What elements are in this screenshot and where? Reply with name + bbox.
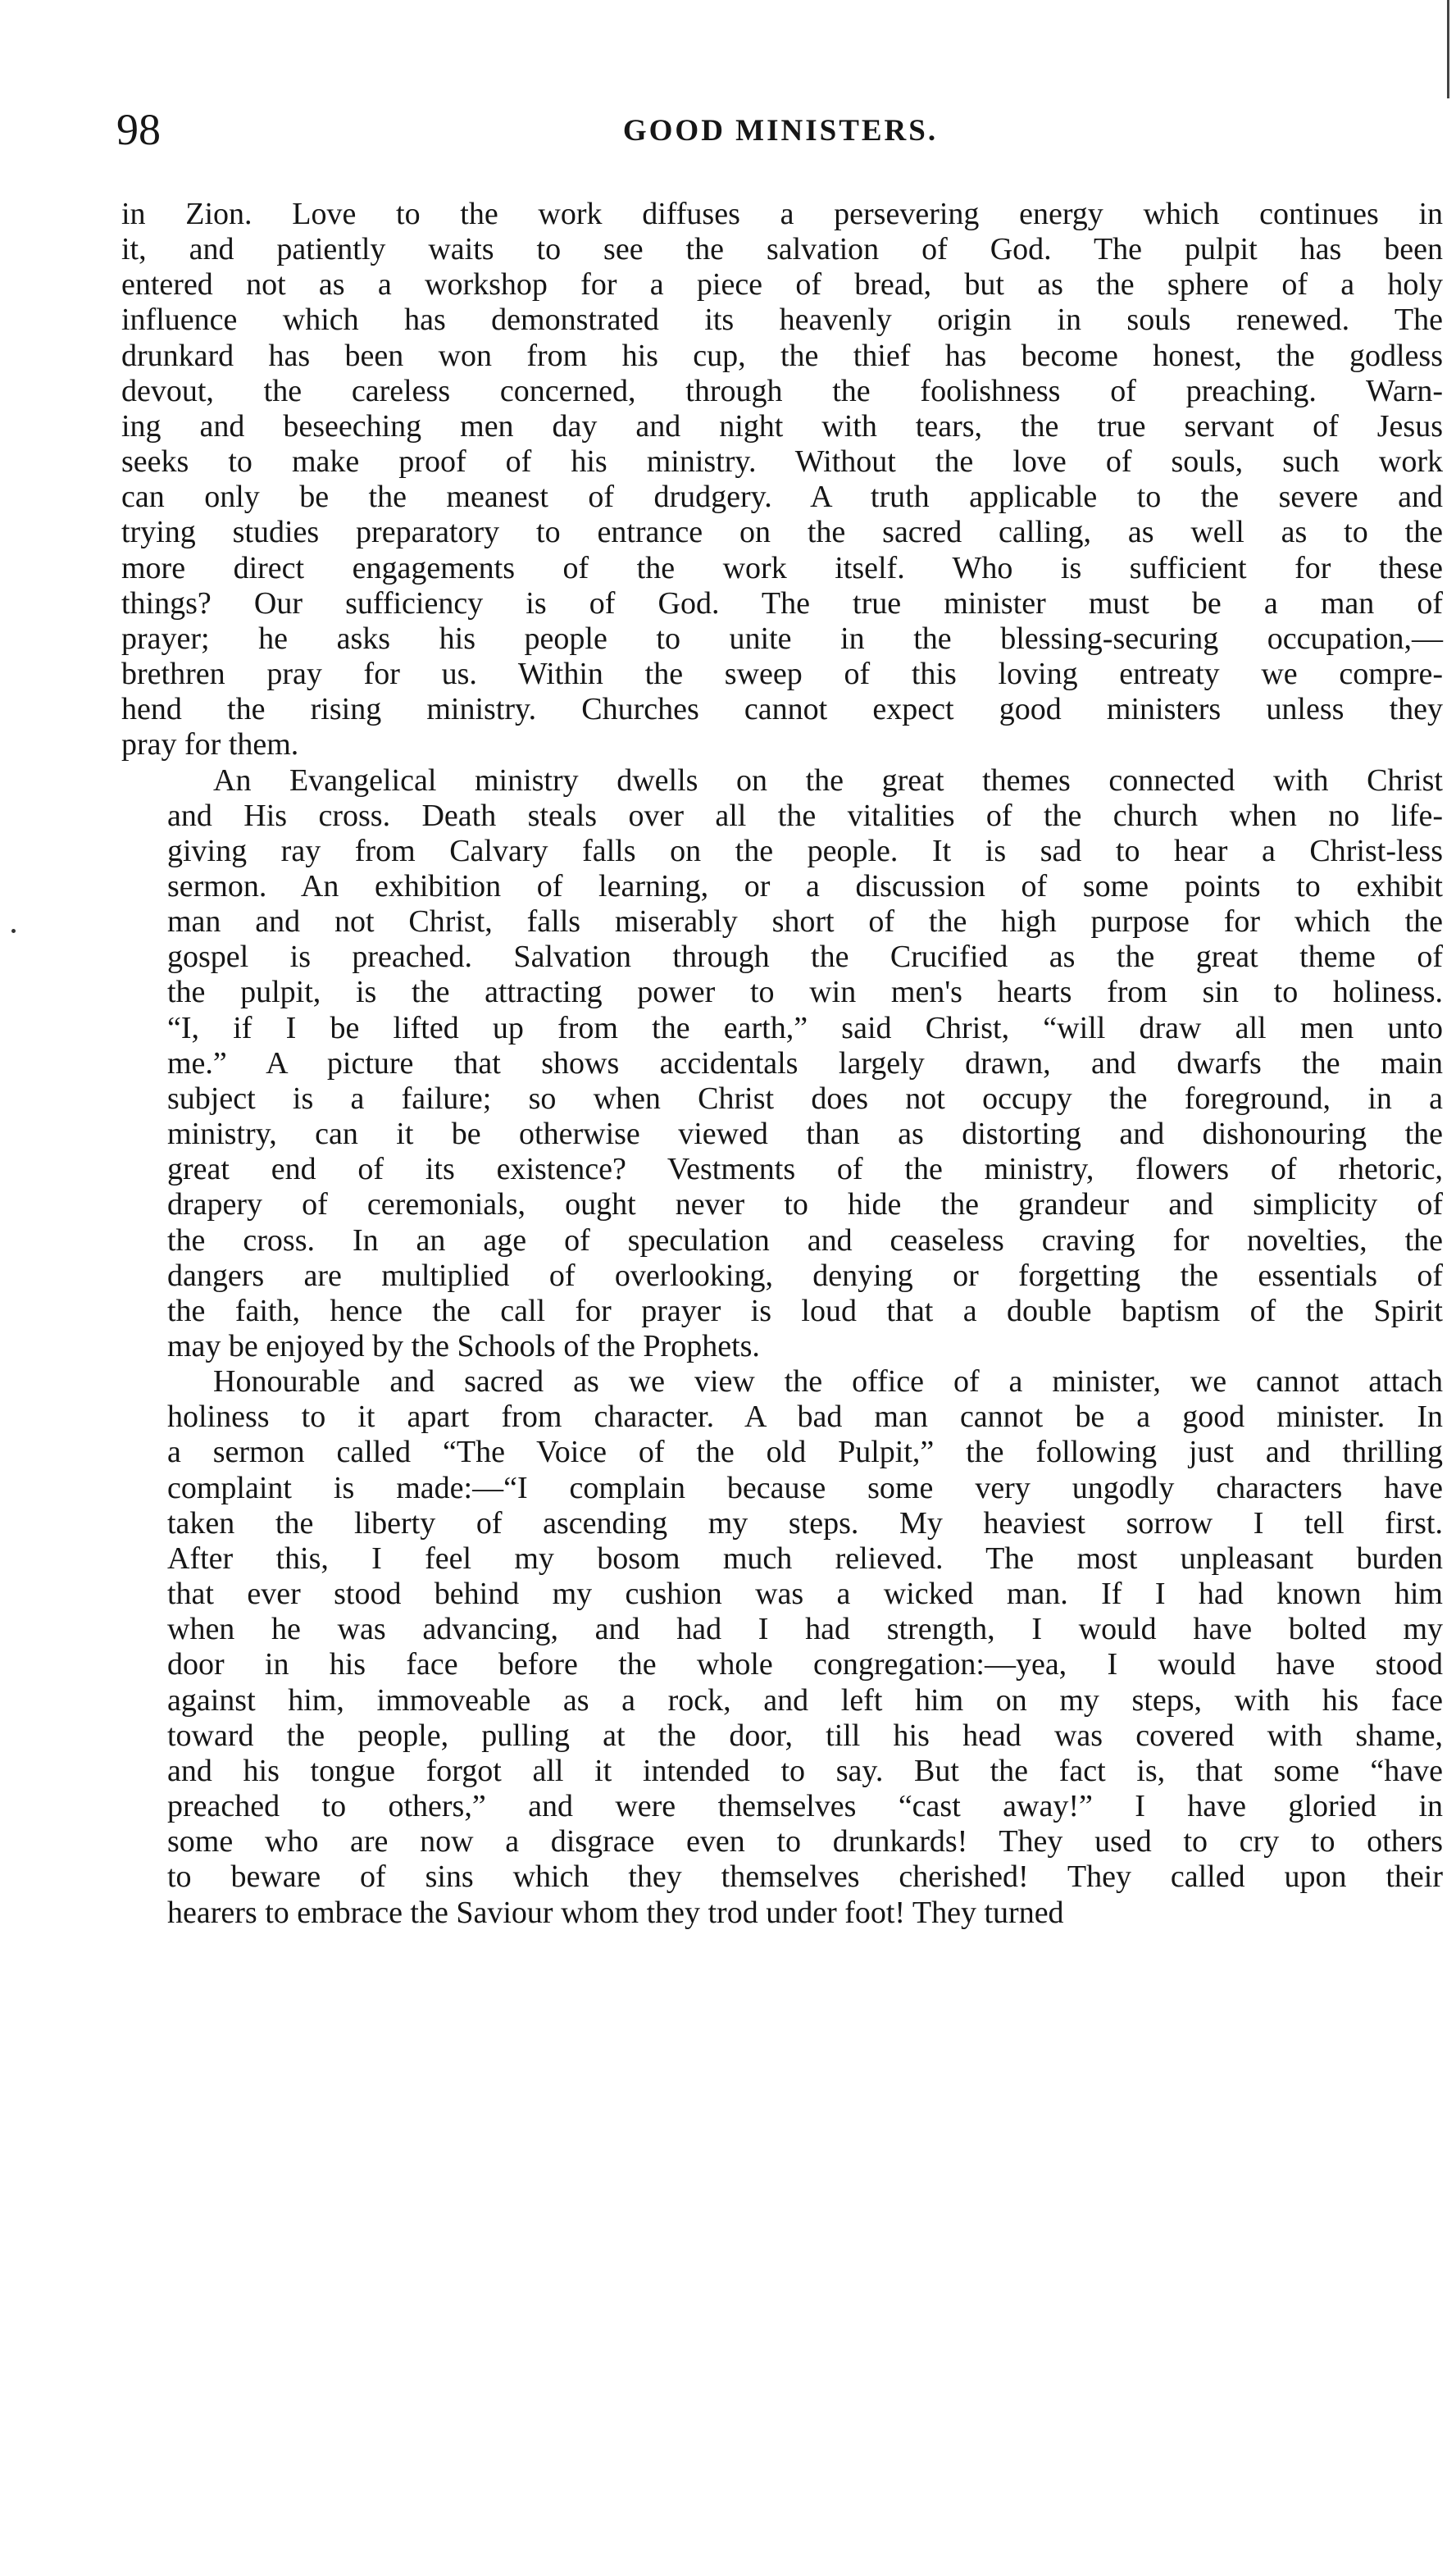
text-line: brethren pray for us. Within the sweep of this loving entreaty we compre-: [121, 657, 1443, 692]
text-line: that ever stood behind my cushion was a wicked man. If I had known him: [167, 1577, 1443, 1612]
text-line: against him, immoveable as a rock, and left him on my steps, with his face: [167, 1682, 1443, 1718]
text-line: a sermon called “The Voice of the old Pulpit,” the following just and thrilling: [167, 1435, 1443, 1470]
text-line: man and not Christ, falls miserably short of the high purpose for which the: [167, 904, 1443, 940]
text-line: hearers to embrace the Saviour whom they trod under foot! They turned: [167, 1895, 1064, 1930]
text-line: more direct engagements of the work itself. Who is sufficient for these: [121, 550, 1443, 585]
text-line: Honourable and sacred as we view the office of a minister, we cannot attach: [213, 1364, 1443, 1400]
text-line: An Evangelical ministry dwells on the great themes connected with Christ: [213, 762, 1443, 798]
text-line: door in his face before the whole congregation:—yea, I would have stood: [167, 1647, 1443, 1682]
text-line: prayer; he asks his people to unite in the blessing-securing occupation,—: [121, 621, 1443, 656]
text-line: me.” A picture that shows accidentals largely drawn, and dwarfs the main: [167, 1045, 1443, 1081]
text-line: ministry, can it be otherwise viewed than as distorting and dishonouring the: [167, 1117, 1443, 1152]
text-line: the cross. In an age of speculation and ceaseless craving for novelties, the: [167, 1222, 1443, 1258]
text-line: in Zion. Love to the work diffuses a persevering energy which continues in: [121, 197, 1443, 231]
text-line: giving ray from Calvary falls on the people. It is sad to hear a Christ-less: [167, 833, 1443, 868]
text-line: pray for them.: [121, 727, 299, 762]
text-line: and His cross. Death steals over all the vitalities of the church when no life-: [167, 798, 1443, 833]
text-line: trying studies preparatory to entrance on the sacred calling, as well as to the: [121, 515, 1443, 550]
text-line: subject is a failure; so when Christ does not occupy the foreground, in a: [167, 1081, 1443, 1116]
page-number: 98: [116, 105, 161, 154]
text-line: the pulpit, is the attracting power to win men's hearts from sin to holiness.: [167, 975, 1443, 1010]
text-line: to beware of sins which they themselves cherished! They called upon their: [167, 1859, 1443, 1895]
running-head: GOOD MINISTERS.: [622, 114, 939, 148]
page-edge-shadow: [1447, 0, 1449, 98]
text-line: great end of its existence? Vestments of the ministry, flowers of rhetoric,: [167, 1152, 1443, 1187]
text-line: complaint is made:—“I complain because some very ungodly characters have: [167, 1470, 1443, 1505]
paragraph-2: [121, 763, 1443, 1365]
text-line: “I, if I be lifted up from the earth,” said Christ, “will draw all men unto: [167, 1010, 1443, 1045]
text-line: preached to others,” and were themselves “cast away!” I have gloried in: [167, 1789, 1443, 1824]
text-line: ing and beseeching men day and night with tears, the true servant of Jesus: [121, 408, 1443, 444]
margin-ink-dot: [11, 929, 16, 933]
text-line: sermon. An exhibition of learning, or a discussion of some points to exhibit: [167, 868, 1443, 903]
paragraph-3: [121, 1364, 1443, 1931]
page-header: [116, 105, 1445, 171]
text-line: it, and patiently waits to see the salvation of God. The pulpit has been: [121, 232, 1443, 267]
paragraph-1: [121, 197, 1443, 763]
text-line: can only be the meanest of drudgery. A truth applicable to the severe and: [121, 480, 1443, 515]
text-line: holiness to it apart from character. A bad man cannot be a good minister. In: [167, 1400, 1443, 1435]
text-line: things? Our sufficiency is of God. The true minister must be a man of: [121, 585, 1443, 621]
text-line: taken the liberty of ascending my steps. My heaviest sorrow I tell first.: [167, 1505, 1443, 1541]
text-line: the faith, hence the call for prayer is loud that a double baptism of the Spirit: [167, 1293, 1443, 1328]
text-line: devout, the careless concerned, through the foolishness of preaching. Warn-: [121, 373, 1443, 408]
text-line: toward the people, pulling at the door, till his head was covered with shame,: [167, 1718, 1443, 1753]
text-line: After this, I feel my bosom much relieved. The most unpleasant burden: [167, 1541, 1443, 1576]
text-line: influence which has demonstrated its heavenly origin in souls renewed. The: [121, 303, 1443, 338]
text-line: some who are now a disgrace even to drunkards! They used to cry to others: [167, 1824, 1443, 1859]
text-line: and his tongue forgot all it intended to say. But the fact is, that some “have: [167, 1753, 1443, 1788]
text-line: when he was advancing, and had I had strength, I would have bolted my: [167, 1612, 1443, 1647]
text-line: may be enjoyed by the Schools of the Prophets.: [167, 1329, 760, 1363]
text-line: dangers are multiplied of overlooking, denying or forgetting the essentials of: [167, 1258, 1443, 1293]
text-line: hend the rising ministry. Churches cannot expect good ministers unless they: [121, 692, 1443, 727]
text-line: drapery of ceremonials, ought never to hide the grandeur and simplicity of: [167, 1187, 1443, 1222]
text-line: gospel is preached. Salvation through the Crucified as the great theme of: [167, 940, 1443, 975]
body-text: [121, 197, 1443, 1931]
text-line: seeks to make proof of his ministry. Without the love of souls, such work: [121, 444, 1443, 480]
text-line: entered not as a workshop for a piece of bread, but as the sphere of a holy: [121, 267, 1443, 303]
text-line: drunkard has been won from his cup, the thief has become honest, the godless: [121, 338, 1443, 373]
